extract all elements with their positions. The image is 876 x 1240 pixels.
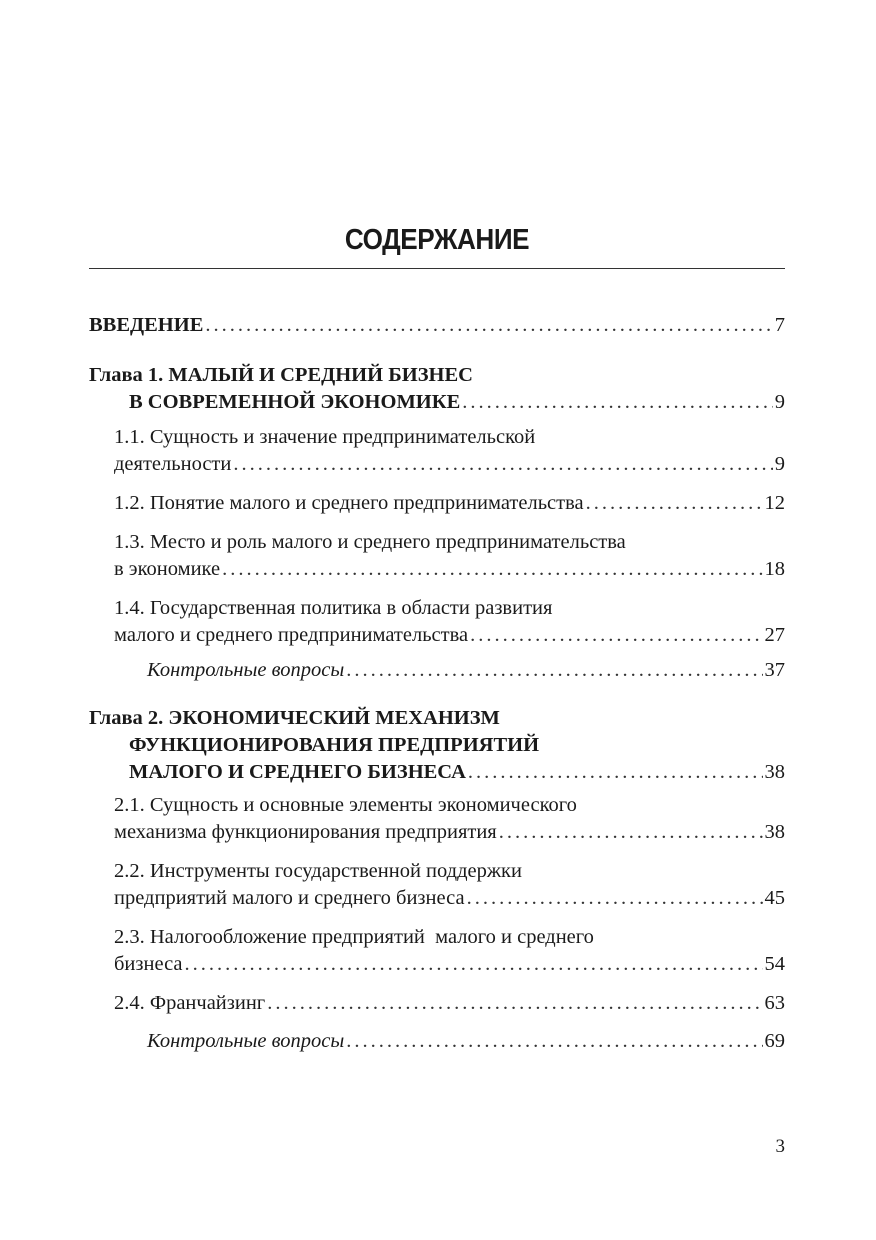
toc-entry-2-1[interactable] <box>89 792 785 846</box>
page-title: СОДЕРЖАНИЕ <box>344 224 530 256</box>
toc-page-number: 45 <box>764 887 785 909</box>
toc-entry-title: 2.3. Налогообложение предприятий малого и среднего <box>114 926 594 948</box>
table-of-contents <box>89 312 785 1055</box>
toc-entry-title-cont: МАЛОГО И СРЕДНЕГО БИЗНЕСА <box>129 761 466 783</box>
leader-dots <box>346 657 762 684</box>
toc-entry-2-2[interactable] <box>89 858 785 912</box>
leader-dots <box>233 451 772 478</box>
toc-entry-title: ВВЕДЕНИЕ <box>89 314 204 336</box>
toc-page-number: 9 <box>774 453 785 475</box>
toc-page-number: 12 <box>764 492 785 514</box>
toc-entry-intro[interactable] <box>89 312 785 339</box>
leader-dots <box>470 622 762 649</box>
toc-entry-title: 1.2. Понятие малого и среднего предпринимательства <box>114 492 584 514</box>
toc-entry-title-cont: В СОВРЕМЕННОЙ ЭКОНОМИКЕ <box>129 391 461 413</box>
leader-dots <box>222 556 762 583</box>
toc-entry-title: 1.4. Государственная политика в области развития <box>114 597 553 619</box>
toc-entry-title: 1.1. Сущность и значение предпринимательской <box>114 426 536 448</box>
toc-page-number: 18 <box>764 558 785 580</box>
toc-entry-title: 2.1. Сущность и основные элементы экономического <box>114 794 577 816</box>
toc-entry-title: Глава 2. ЭКОНОМИЧЕСКИЙ МЕХАНИЗМ <box>89 707 500 729</box>
toc-entry-1-3[interactable] <box>89 529 785 583</box>
toc-entry-title: Контрольные вопросы <box>147 1030 345 1052</box>
toc-entry-1-2[interactable] <box>89 490 785 517</box>
title-rule <box>89 268 785 269</box>
toc-entry-title-cont: предприятий малого и среднего бизнеса <box>114 887 465 909</box>
toc-page-number: 27 <box>764 624 785 646</box>
toc-page-number: 7 <box>774 314 785 336</box>
leader-dots <box>499 819 763 846</box>
toc-entry-title-cont: ФУНКЦИОНИРОВАНИЯ ПРЕДПРИЯТИЙ <box>129 734 540 756</box>
toc-entry-title: 2.4. Франчайзинг <box>114 992 266 1014</box>
toc-page-number: 69 <box>764 1030 785 1052</box>
leader-dots <box>467 885 763 912</box>
leader-dots <box>462 389 772 416</box>
toc-entry-title: Контрольные вопросы <box>147 659 345 681</box>
toc-entry-chapter-2[interactable] <box>89 705 785 786</box>
toc-entry-1-1[interactable] <box>89 424 785 478</box>
toc-entry-title: 2.2. Инструменты государственной поддержки <box>114 860 522 882</box>
leader-dots <box>267 990 762 1017</box>
toc-entry-title-cont: бизнеса <box>114 953 183 975</box>
toc-entry-2-3[interactable] <box>89 924 785 978</box>
toc-page-number: 9 <box>774 391 785 413</box>
toc-entry-title-cont: деятельности <box>114 453 232 475</box>
leader-dots <box>205 312 772 339</box>
page-number: 3 <box>775 1136 785 1157</box>
toc-entry-chapter-1[interactable] <box>89 362 785 416</box>
toc-page-number: 63 <box>764 992 785 1014</box>
leader-dots <box>468 759 763 786</box>
toc-entry-title-cont: в экономике <box>114 558 221 580</box>
toc-entry-title-cont: малого и среднего предпринимательства <box>114 624 469 646</box>
toc-entry-title-cont: механизма функционирования предприятия <box>114 821 497 843</box>
leader-dots <box>185 951 763 978</box>
toc-page-number: 38 <box>764 761 785 783</box>
toc-entry-2-4[interactable] <box>89 990 785 1017</box>
toc-entry-title: Глава 1. МАЛЫЙ И СРЕДНИЙ БИЗНЕС <box>89 364 473 386</box>
toc-page-number: 38 <box>764 821 785 843</box>
toc-page-number: 54 <box>764 953 785 975</box>
leader-dots <box>346 1028 762 1055</box>
toc-entry-ch1-questions[interactable] <box>89 657 785 684</box>
toc-entry-1-4[interactable] <box>89 595 785 649</box>
toc-page-number: 37 <box>764 659 785 681</box>
toc-entry-ch2-questions[interactable] <box>89 1028 785 1055</box>
toc-entry-title: 1.3. Место и роль малого и среднего предпринимательства <box>114 531 626 553</box>
leader-dots <box>586 490 763 517</box>
